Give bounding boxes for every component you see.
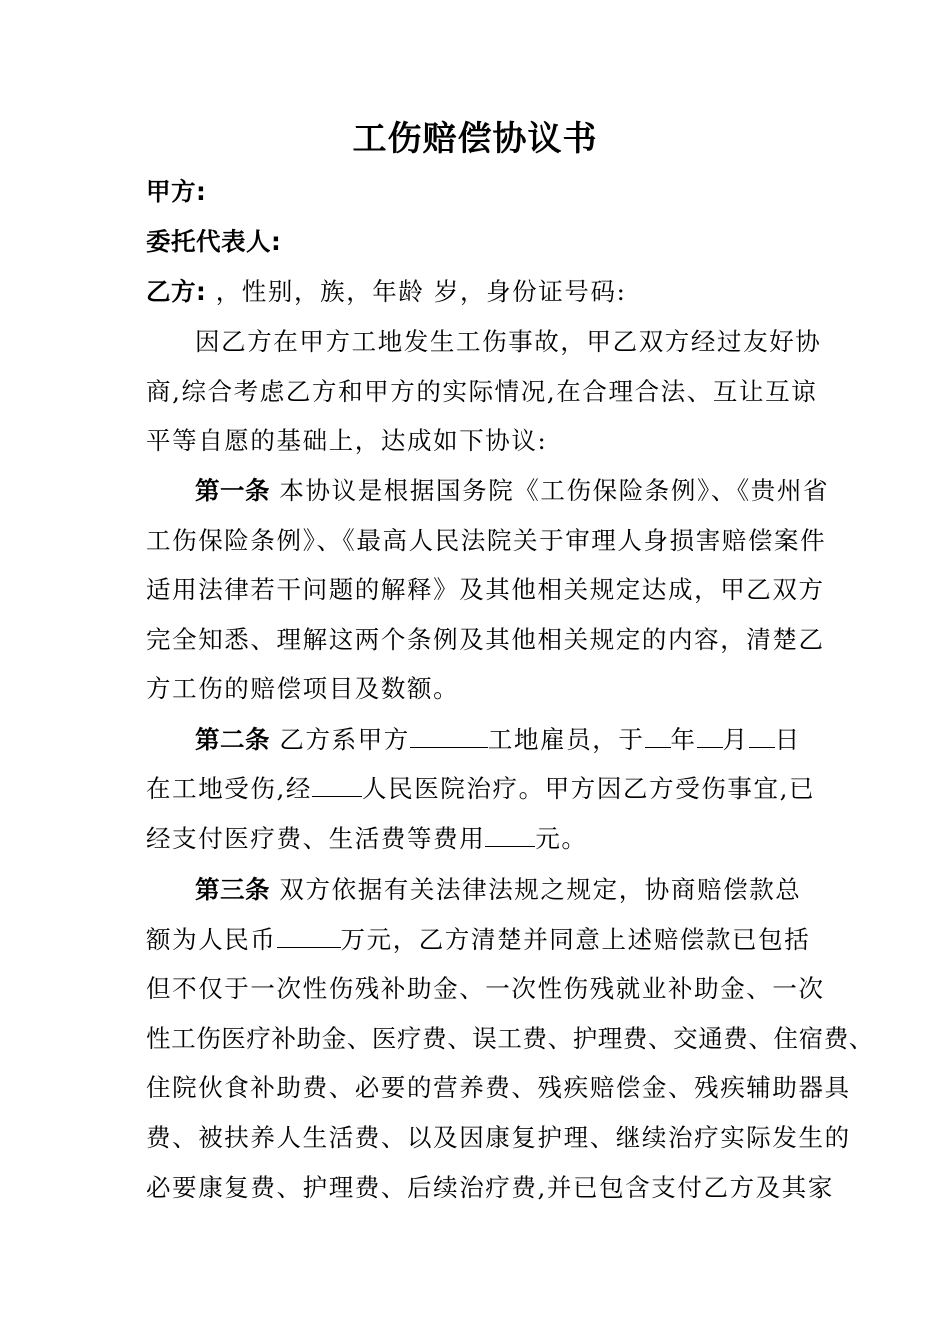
document-title: 工伤赔偿协议书 (352, 119, 598, 159)
article1-first-line (146, 471, 875, 511)
party-b-label: 乙方: (146, 277, 207, 306)
article2-first-line (146, 720, 875, 760)
article1-line: 工伤保险条例》、《最高人民法院关于审理人身损害赔偿案件 (146, 526, 827, 555)
year-blank (645, 725, 671, 748)
article2-line (146, 819, 826, 859)
intro-line: 商,综合考虑乙方和甲方的实际情况,在合理合法、互让互谅 (146, 377, 818, 406)
article3-line (146, 920, 826, 960)
day-blank (749, 725, 775, 748)
article3-first-line (146, 870, 875, 910)
article3-line: 但不仅于一次性伤残补助金、一次性伤残就业补助金、一次 (146, 974, 825, 1003)
article3-line: 费、被扶养人生活费、以及因康复护理、继续治疗实际发生的 (146, 1123, 851, 1152)
article2-text: 工地雇员，于 (487, 725, 645, 754)
article2-line (146, 769, 826, 809)
article2-text: 乙方系甲方 (279, 725, 410, 754)
article1-line: 方工伤的赔偿项目及数额。 (146, 674, 460, 703)
article3-line: 住院伙食补助费、必要的营养费、残疾赔偿金、残疾辅助器具 (146, 1073, 851, 1102)
party-b-details: ，性别，族，年龄 岁，身份证号码: (206, 277, 627, 306)
article1-heading: 第一条 (195, 476, 270, 505)
article2-text: 在工地受伤,经 (146, 774, 312, 803)
article2-heading: 第二条 (195, 725, 270, 754)
amount-blank (277, 925, 341, 948)
article2-text: 元。 (535, 824, 588, 853)
article3-heading: 第三条 (195, 875, 270, 904)
month-blank (697, 725, 723, 748)
article2-text: 人民医院治疗。甲方因乙方受伤事宜,已 (362, 774, 816, 803)
article3-line: 性工伤医疗补助金、医疗费、误工费、护理费、交通费、住宿费、 (146, 1024, 874, 1053)
party-b-line (146, 272, 826, 312)
hospital-blank (312, 774, 362, 797)
intro-line: 因乙方在甲方工地发生工伤事故，甲乙双方经过友好协 (195, 327, 822, 356)
article2-text: 年 (670, 725, 697, 754)
article2-text: 经支付医疗费、生活费等费用 (146, 824, 486, 853)
article2-text: 日 (774, 725, 801, 754)
article3-line: 必要康复费、护理费、后续治疗费,并已包含支付乙方及其家 (146, 1173, 834, 1202)
agent-label: 委托代表人: (146, 227, 282, 256)
party-a-label: 甲方: (146, 177, 207, 206)
article1-line: 适用法律若干问题的解释》及其他相关规定达成，甲乙双方 (146, 575, 825, 604)
article3-text: 双方依据有关法律法规之规定，协商赔偿款总 (279, 875, 802, 904)
site-blank (410, 725, 488, 748)
article3-text: 万元，乙方清楚并同意上述赔偿款已包括 (340, 925, 811, 954)
intro-line: 平等自愿的基础上，达成如下协议: (146, 426, 548, 455)
article1-text: 本协议是根据国务院《工伤保险条例》、《贵州省 (279, 476, 830, 505)
article3-text: 额为人民币 (146, 925, 277, 954)
article1-line: 完全知悉、理解这两个条例及其他相关规定的内容，清楚乙 (146, 625, 825, 654)
article2-text: 月 (722, 725, 749, 754)
expense-blank (485, 824, 535, 847)
